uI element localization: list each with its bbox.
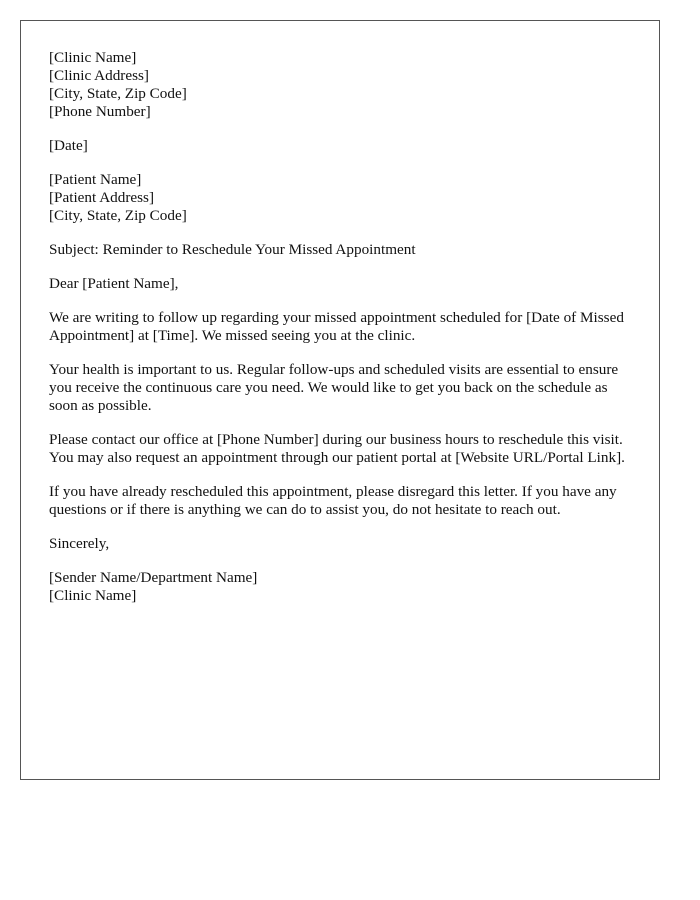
paragraph-disregard-note: If you have already rescheduled this appointment, please disregard this letter. If you have any questions or if there is anything we can do to assist you, do not hesitate to reach out.	[49, 483, 617, 518]
letter-subject: Subject: Reminder to Reschedule Your Missed Appointment	[49, 241, 416, 258]
clinic-address: [Clinic Address]	[49, 67, 149, 84]
signature-sender: [Sender Name/Department Name]	[49, 569, 258, 586]
clinic-phone-number: [Phone Number]	[49, 103, 151, 120]
signature-clinic-name: [Clinic Name]	[49, 587, 137, 604]
patient-city-state-zip: [City, State, Zip Code]	[49, 207, 187, 224]
paragraph-missed-appointment: We are writing to follow up regarding your missed appointment scheduled for [Date of Missed Appointment] at [Time]. We missed seeing you at the clinic.	[49, 309, 624, 344]
clinic-name: [Clinic Name]	[49, 49, 137, 66]
letter-page	[20, 20, 660, 780]
paragraph-contact-office: Please contact our office at [Phone Number] during our business hours to reschedule this visit. You may also request an appointment through our patient portal at [Website URL/Portal Link].	[49, 431, 625, 466]
recipient-address-block	[49, 171, 629, 225]
letter-content	[49, 49, 629, 621]
letter-closing: Sincerely,	[49, 535, 110, 552]
signature-block	[49, 569, 629, 605]
sender-address-block	[49, 49, 629, 121]
patient-name: [Patient Name]	[49, 171, 142, 188]
clinic-city-state-zip: [City, State, Zip Code]	[49, 85, 187, 102]
paragraph-health-importance: Your health is important to us. Regular follow-ups and scheduled visits are essential to ensure you receive the continuous care you need. We would like to get you back on the schedule as soon as possible.	[49, 361, 619, 414]
letter-salutation: Dear [Patient Name],	[49, 275, 179, 292]
letter-date: [Date]	[49, 137, 88, 154]
patient-address: [Patient Address]	[49, 189, 155, 206]
